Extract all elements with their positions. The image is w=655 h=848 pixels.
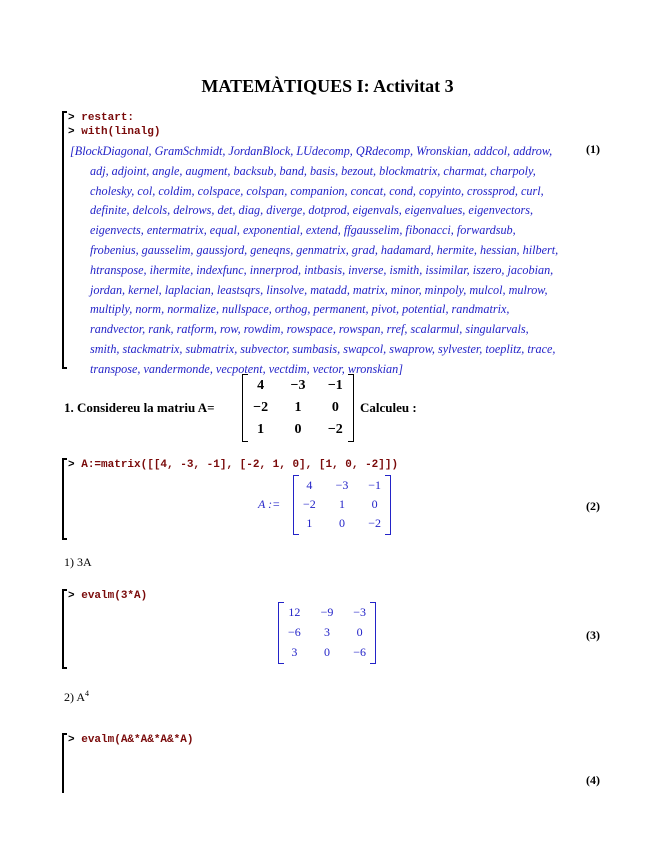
- output-matrix-3A: [278, 602, 376, 664]
- matrix-cell: −9: [320, 605, 334, 619]
- output-line: randvector, rank, ratform, row, rowdim, rowspace, rowspan, rref, scalarmul, singularvals,: [90, 322, 529, 337]
- page-title: MATEMÀTIQUES I: Activitat 3: [201, 76, 454, 96]
- bracket-tick: [62, 111, 67, 113]
- matrix-cell: −1: [368, 478, 382, 492]
- exec-group-bracket-4[interactable]: [62, 733, 64, 793]
- problem-matrix: [242, 374, 354, 442]
- matrix-cell: −6: [353, 645, 367, 659]
- matrix-cell: 0: [338, 516, 345, 530]
- matrix-cell: 12: [288, 605, 301, 619]
- output-line: multiply, norm, normalize, nullspace, orthog, permanent, pivot, potential, randmatrix,: [90, 302, 510, 317]
- output-line: frobenius, gausselim, gaussjord, geneqns, genmatrix, grad, hadamard, hermite, hessian, hilbert,: [90, 242, 559, 257]
- eq-label-2: (2): [586, 499, 600, 513]
- matrix-cell: −3: [290, 378, 306, 393]
- bracket-tick: [62, 538, 67, 540]
- bracket-tick: [62, 367, 67, 369]
- bracket-tick: [62, 667, 67, 669]
- matrix-cell: −2: [302, 497, 316, 511]
- output-line: htranspose, ihermite, indexfunc, innerprod, intbasis, inverse, ismith, issimilar, iszero, jacobian,: [90, 262, 554, 277]
- output-matrix-A: [293, 475, 391, 535]
- matrix-cell: 0: [356, 625, 363, 639]
- eq-label-3: (3): [586, 628, 600, 642]
- matrix-cell: 0: [331, 400, 339, 415]
- item-2: 2) $A^4$: [64, 689, 89, 704]
- output-linalg-list: [70, 142, 590, 380]
- input-evalm-3A[interactable]: > evalm(3*A): [68, 590, 148, 602]
- matrix-cell: −3: [353, 605, 367, 619]
- input-evalm-A4[interactable]: > evalm(A&*A&*A&*A): [68, 734, 194, 746]
- matrix-cell: 1: [294, 400, 302, 415]
- output-line: [BlockDiagonal, GramSchmidt, JordanBlock, LUdecomp, QRdecomp, Wronskian, addcol, addrow,: [70, 144, 553, 158]
- matrix-cell: −2: [368, 516, 382, 530]
- matrix-cell: −2: [327, 422, 343, 437]
- matrix-cell: 4: [257, 378, 265, 393]
- problem-suffix: Calculeu :: [360, 400, 417, 415]
- matrix-cell: 0: [323, 645, 330, 659]
- eq-label-1: (1): [586, 142, 600, 156]
- output-line: eigenvects, entermatrix, equal, exponential, extend, ffgausselim, fibonacci, forwardsub,: [90, 223, 516, 238]
- item-2-exponent: 4: [85, 689, 89, 698]
- matrix-cell: 1: [257, 422, 265, 437]
- output-line: smith, stackmatrix, submatrix, subvector, sumbasis, swapcol, swaprow, sylvester, toeplitz, trace,: [90, 341, 556, 356]
- matrix-cell: −2: [253, 400, 269, 415]
- exec-group-bracket-1[interactable]: [62, 111, 64, 369]
- eq-label-4: (4): [586, 773, 600, 787]
- matrix-cell: −1: [327, 378, 343, 393]
- bracket-tick: [62, 733, 67, 735]
- bracket-tick: [62, 589, 67, 591]
- bracket-tick: [62, 458, 67, 460]
- matrix-cell: 4: [306, 478, 313, 492]
- matrix-cell: −3: [335, 478, 349, 492]
- item-1: 1) 3A: [64, 555, 92, 569]
- matrix-cell: 1: [338, 497, 345, 511]
- input-matrix-def[interactable]: > A:=matrix([[4, -3, -1], [-2, 1, 0], [1, 0, -2]]): [68, 459, 399, 471]
- output-line: jordan, kernel, laplacian, leastsqrs, linsolve, matadd, matrix, minor, minpoly, mulcol, mulrow,: [90, 282, 548, 297]
- exec-group-bracket-3[interactable]: [62, 589, 64, 669]
- matrix-cell: 3: [323, 625, 330, 639]
- output-line: transpose, vandermonde, vecpotent, vectdim, vector, wronskian]: [90, 361, 403, 376]
- matrix-cell: 3: [291, 645, 298, 659]
- output-line: cholesky, col, coldim, colspace, colspan, companion, concat, cond, copyinto, crossprod, curl,: [90, 183, 544, 198]
- matrix-cell: 1: [306, 516, 313, 530]
- output-line: adj, adjoint, angle, augment, backsub, band, basis, bezout, blockmatrix, charmat, charpoly,: [90, 163, 536, 178]
- matrix-cell: 0: [371, 497, 378, 511]
- output-line: definite, delcols, delrows, det, diag, diverge, dotprod, eigenvals, eigenvalues, eigenvectors,: [90, 203, 534, 218]
- matrix-cell: 0: [294, 422, 302, 437]
- input-with-linalg[interactable]: > with(linalg): [68, 126, 161, 138]
- assign-lhs: A :=: [258, 497, 281, 511]
- matrix-cell: −6: [287, 625, 301, 639]
- input-restart[interactable]: > restart:: [68, 112, 135, 124]
- exec-group-bracket-2[interactable]: [62, 458, 64, 540]
- problem-prefix: 1. Considereu la matriu A=: [64, 400, 215, 415]
